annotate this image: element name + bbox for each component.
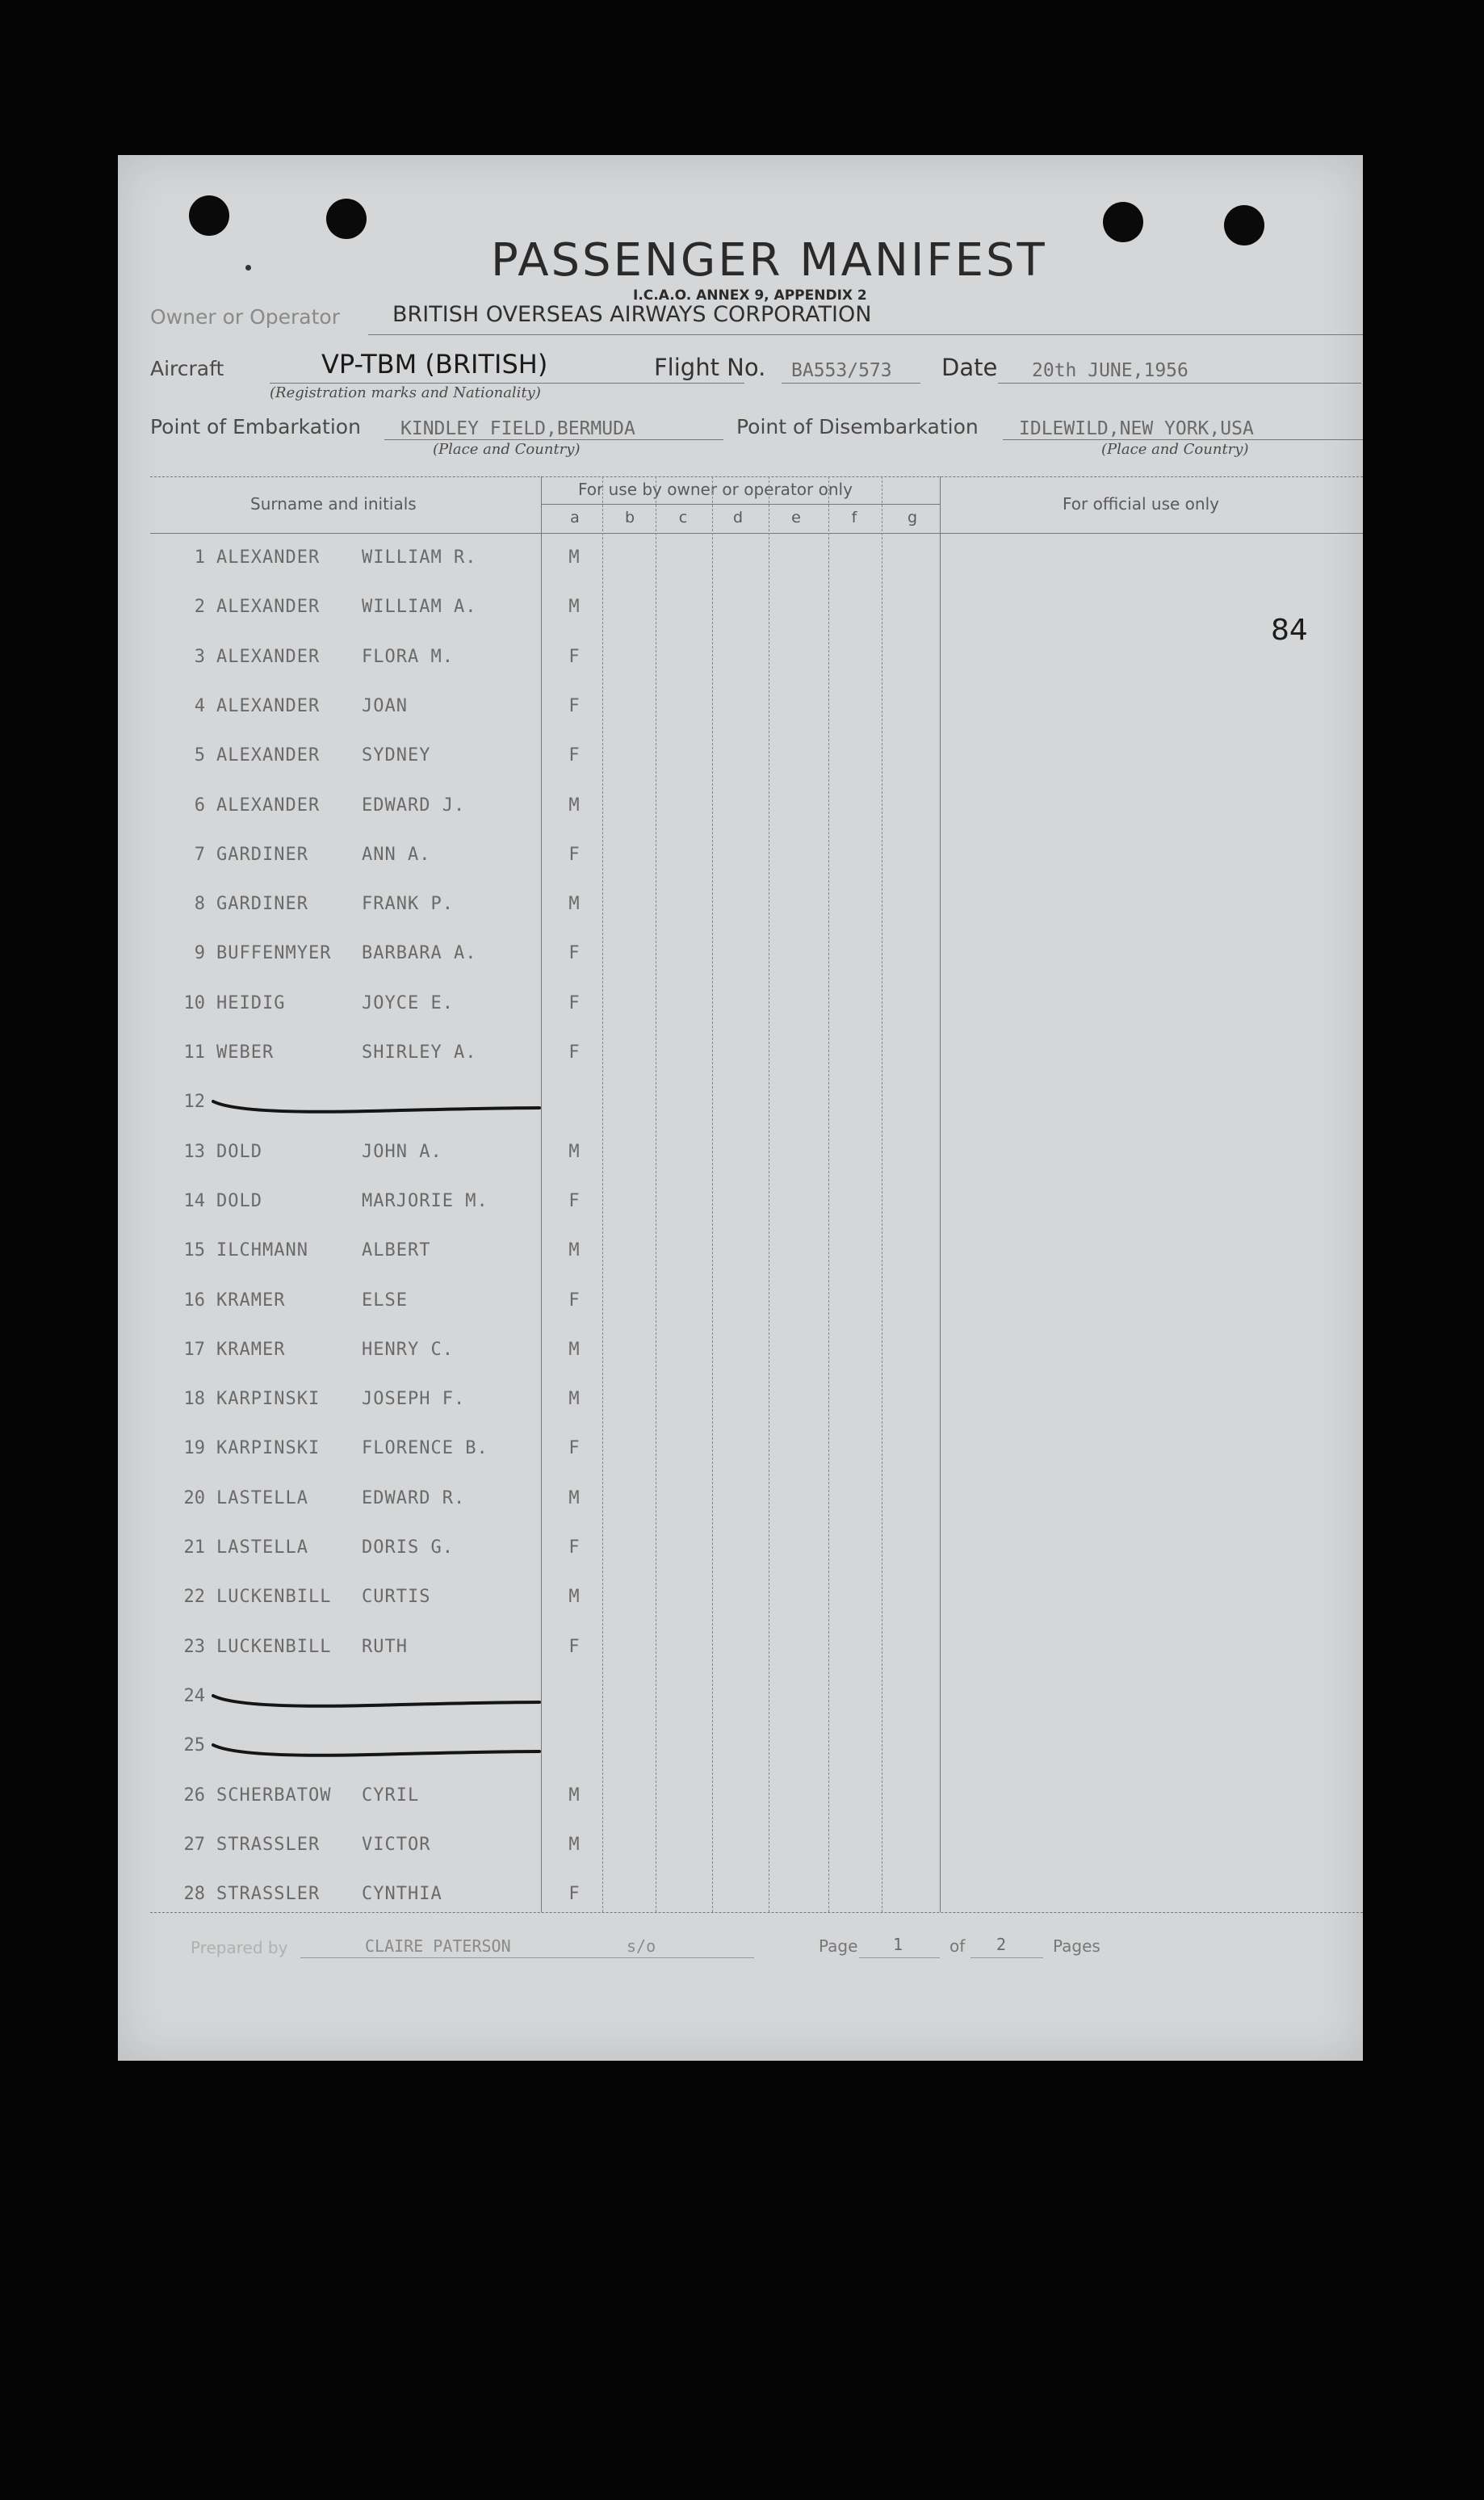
row-number: 26 xyxy=(183,1785,205,1806)
table-row xyxy=(118,539,1363,589)
table-row xyxy=(118,1827,1363,1876)
row-number: 19 xyxy=(183,1438,205,1459)
row-number: 8 xyxy=(194,894,205,915)
row-number: 17 xyxy=(183,1339,205,1360)
row-number: 20 xyxy=(183,1487,205,1508)
aircraft-caption: (Registration marks and Nationality) xyxy=(270,384,541,401)
passenger-sex: M xyxy=(568,894,580,915)
passenger-given-name: JOYCE E. xyxy=(362,992,454,1013)
row-number: 9 xyxy=(194,943,205,964)
passenger-sex: M xyxy=(568,597,580,618)
punch-hole xyxy=(326,199,367,239)
col-name-header: Surname and initials xyxy=(250,494,417,514)
table-row xyxy=(118,1579,1363,1628)
passenger-given-name: JOAN xyxy=(362,695,408,716)
row-number: 13 xyxy=(183,1141,205,1162)
table-top-rule xyxy=(150,476,1363,477)
disembark-value: IDLEWILD,NEW YORK,USA xyxy=(1019,418,1254,439)
passenger-surname: KRAMER xyxy=(216,1290,286,1311)
passenger-surname: KRAMER xyxy=(216,1339,286,1360)
disembark-underline xyxy=(1003,439,1363,440)
passenger-sex: M xyxy=(568,1339,580,1360)
aircraft-value: VP-TBM (BRITISH) xyxy=(321,349,548,380)
passenger-given-name: CYRIL xyxy=(362,1785,420,1806)
passenger-sex: M xyxy=(568,547,580,568)
table-row xyxy=(118,1876,1363,1925)
of-label: of xyxy=(950,1936,966,1956)
passenger-sex: F xyxy=(568,1884,580,1905)
row-number: 23 xyxy=(183,1636,205,1657)
aircraft-underline xyxy=(270,383,744,384)
passenger-sex: F xyxy=(568,1290,580,1311)
row-number: 10 xyxy=(183,992,205,1013)
passenger-given-name: DORIS G. xyxy=(362,1537,454,1558)
owner-value: BRITISH OVERSEAS AIRWAYS CORPORATION xyxy=(392,302,872,327)
col-letter-1: b xyxy=(624,509,635,526)
page-label: Page xyxy=(819,1936,858,1956)
passenger-given-name: JOHN A. xyxy=(362,1141,442,1162)
row-number: 25 xyxy=(183,1735,205,1756)
passenger-surname: KARPINSKI xyxy=(216,1389,321,1410)
passenger-sex: F xyxy=(568,695,580,716)
row-number: 6 xyxy=(194,795,205,816)
passenger-given-name: SHIRLEY A. xyxy=(362,1042,477,1063)
table-header-rule xyxy=(150,533,1363,534)
passenger-sex: F xyxy=(568,646,580,667)
passenger-given-name: ANN A. xyxy=(362,844,431,865)
ink-speck xyxy=(245,265,251,271)
table-row xyxy=(118,1084,1363,1133)
passenger-given-name: RUTH xyxy=(362,1636,408,1657)
passenger-sex: F xyxy=(568,844,580,865)
passenger-given-name: FRANK P. xyxy=(362,894,454,915)
passenger-sex: M xyxy=(568,1834,580,1855)
col-letter-0: a xyxy=(570,509,580,526)
owner-underline xyxy=(368,334,1363,335)
passenger-sex: M xyxy=(568,1240,580,1261)
passenger-surname: STRASSLER xyxy=(216,1834,321,1855)
table-row xyxy=(118,1332,1363,1381)
table-row xyxy=(118,1529,1363,1579)
table-row xyxy=(118,1232,1363,1281)
col-letter-6: g xyxy=(907,509,918,526)
row-number: 18 xyxy=(183,1389,205,1410)
row-number: 24 xyxy=(183,1685,205,1706)
row-number: 2 xyxy=(194,597,205,618)
flight-label: Flight No. xyxy=(654,354,766,381)
of-underline xyxy=(970,1957,1043,1958)
row-number: 14 xyxy=(183,1190,205,1211)
table-row xyxy=(118,1678,1363,1727)
passenger-given-name: FLORENCE B. xyxy=(362,1438,488,1459)
table-row xyxy=(118,837,1363,886)
table-row xyxy=(118,1777,1363,1827)
passenger-surname: HEIDIG xyxy=(216,992,286,1013)
passenger-given-name: FLORA M. xyxy=(362,646,454,667)
passenger-surname: ALEXANDER xyxy=(216,745,321,766)
passenger-sex: M xyxy=(568,1785,580,1806)
row-number: 28 xyxy=(183,1884,205,1905)
document-subtitle: I.C.A.O. ANNEX 9, APPENDIX 2 xyxy=(633,287,867,304)
pages-label: Pages xyxy=(1053,1936,1100,1956)
row-number: 4 xyxy=(194,695,205,716)
table-row xyxy=(118,688,1363,737)
table-row xyxy=(118,1034,1363,1084)
prepared-label: Prepared by xyxy=(191,1938,288,1957)
embark-label: Point of Embarkation xyxy=(150,415,361,438)
passenger-sex: M xyxy=(568,795,580,816)
table-row xyxy=(118,639,1363,688)
date-value: 20th JUNE,1956 xyxy=(1032,360,1188,381)
passenger-given-name: EDWARD J. xyxy=(362,795,466,816)
disembark-label: Point of Disembarkation xyxy=(736,415,979,438)
owner-label: Owner or Operator xyxy=(150,305,340,329)
col-letter-2: c xyxy=(678,509,688,526)
page-annotation: 84 xyxy=(1271,614,1308,647)
passenger-surname: WEBER xyxy=(216,1042,275,1063)
passenger-surname: BUFFENMYER xyxy=(216,943,332,964)
row-strikethrough xyxy=(207,1734,546,1766)
date-label: Date xyxy=(941,354,998,381)
table-row xyxy=(118,1183,1363,1232)
disembark-caption: (Place and Country) xyxy=(1101,441,1249,458)
table-row xyxy=(118,589,1363,638)
table-row xyxy=(118,1430,1363,1479)
passenger-given-name: HENRY C. xyxy=(362,1339,454,1360)
passenger-surname: LUCKENBILL xyxy=(216,1636,332,1657)
passenger-sex: F xyxy=(568,992,580,1013)
row-strikethrough xyxy=(207,1090,546,1122)
table-row xyxy=(118,935,1363,984)
manifest-sheet xyxy=(118,155,1363,2061)
page-value: 1 xyxy=(893,1935,903,1954)
passenger-surname: SCHERBATOW xyxy=(216,1785,332,1806)
document-title: PASSENGER MANIFEST xyxy=(491,234,1047,287)
passenger-sex: M xyxy=(568,1487,580,1508)
table-row xyxy=(118,1480,1363,1529)
table-row xyxy=(118,1134,1363,1183)
passenger-sex: F xyxy=(568,943,580,964)
passenger-given-name: WILLIAM A. xyxy=(362,597,477,618)
passenger-given-name: MARJORIE M. xyxy=(362,1190,488,1211)
passenger-surname: STRASSLER xyxy=(216,1884,321,1905)
row-number: 12 xyxy=(183,1092,205,1113)
passenger-surname: ALEXANDER xyxy=(216,795,321,816)
punch-hole xyxy=(189,195,229,236)
passenger-surname: ILCHMANN xyxy=(216,1240,308,1261)
table-row xyxy=(118,886,1363,935)
col-letter-5: f xyxy=(851,509,857,526)
passenger-surname: KARPINSKI xyxy=(216,1438,321,1459)
punch-hole xyxy=(1103,202,1143,242)
passenger-surname: ALEXANDER xyxy=(216,695,321,716)
table-row xyxy=(118,985,1363,1034)
passenger-surname: GARDINER xyxy=(216,894,308,915)
passenger-sex: F xyxy=(568,745,580,766)
table-row xyxy=(118,1381,1363,1430)
passenger-given-name: SYDNEY xyxy=(362,745,431,766)
row-number: 27 xyxy=(183,1834,205,1855)
row-number: 11 xyxy=(183,1042,205,1063)
passenger-sex: F xyxy=(568,1190,580,1211)
passenger-surname: LUCKENBILL xyxy=(216,1587,332,1608)
row-number: 15 xyxy=(183,1240,205,1261)
row-number: 22 xyxy=(183,1587,205,1608)
prepared-value: CLAIRE PATERSON xyxy=(365,1936,511,1956)
punch-hole xyxy=(1224,205,1264,245)
passenger-given-name: ALBERT xyxy=(362,1240,431,1261)
passenger-surname: ALEXANDER xyxy=(216,597,321,618)
passenger-given-name: JOSEPH F. xyxy=(362,1389,466,1410)
passenger-given-name: BARBARA A. xyxy=(362,943,477,964)
table-row xyxy=(118,737,1363,786)
table-row xyxy=(118,787,1363,837)
passenger-surname: LASTELLA xyxy=(216,1537,308,1558)
passenger-given-name: CYNTHIA xyxy=(362,1884,442,1905)
passenger-given-name: EDWARD R. xyxy=(362,1487,466,1508)
passenger-surname: ALEXANDER xyxy=(216,547,321,568)
passenger-given-name: CURTIS xyxy=(362,1587,431,1608)
embark-caption: (Place and Country) xyxy=(433,441,581,458)
passenger-given-name: WILLIAM R. xyxy=(362,547,477,568)
row-strikethrough xyxy=(207,1684,546,1717)
passenger-sex: F xyxy=(568,1636,580,1657)
of-value: 2 xyxy=(996,1935,1007,1954)
row-number: 5 xyxy=(194,745,205,766)
col-owner-header: For use by owner or operator only xyxy=(578,480,853,499)
row-number: 16 xyxy=(183,1290,205,1311)
passenger-surname: GARDINER xyxy=(216,844,308,865)
passenger-sex: F xyxy=(568,1438,580,1459)
embark-value: KINDLEY FIELD,BERMUDA xyxy=(400,418,635,439)
passenger-surname: DOLD xyxy=(216,1190,262,1211)
passenger-sex: M xyxy=(568,1141,580,1162)
prepared-suffix: s/o xyxy=(627,1936,656,1956)
embark-underline xyxy=(384,439,723,440)
page-underline xyxy=(859,1957,940,1958)
prepared-underline xyxy=(300,1957,754,1958)
date-underline xyxy=(998,383,1361,384)
flight-value: BA553/573 xyxy=(791,360,892,381)
row-number: 1 xyxy=(194,547,205,568)
table-row xyxy=(118,1282,1363,1332)
col-letter-3: d xyxy=(732,509,744,526)
passenger-sex: F xyxy=(568,1042,580,1063)
passenger-sex: F xyxy=(568,1537,580,1558)
col-official-header: For official use only xyxy=(1063,494,1219,514)
row-number: 21 xyxy=(183,1537,205,1558)
flight-underline xyxy=(782,383,920,384)
passenger-surname: ALEXANDER xyxy=(216,646,321,667)
aircraft-label: Aircraft xyxy=(150,357,224,380)
passenger-given-name: ELSE xyxy=(362,1290,408,1311)
passenger-sex: M xyxy=(568,1587,580,1608)
passenger-sex: M xyxy=(568,1389,580,1410)
col-letter-4: e xyxy=(791,509,801,526)
passenger-given-name: VICTOR xyxy=(362,1834,431,1855)
table-row xyxy=(118,1629,1363,1678)
passenger-surname: DOLD xyxy=(216,1141,262,1162)
owner-subheader-rule xyxy=(541,504,940,505)
row-number: 3 xyxy=(194,646,205,667)
row-number: 7 xyxy=(194,844,205,865)
table-row xyxy=(118,1727,1363,1776)
passenger-surname: LASTELLA xyxy=(216,1487,308,1508)
